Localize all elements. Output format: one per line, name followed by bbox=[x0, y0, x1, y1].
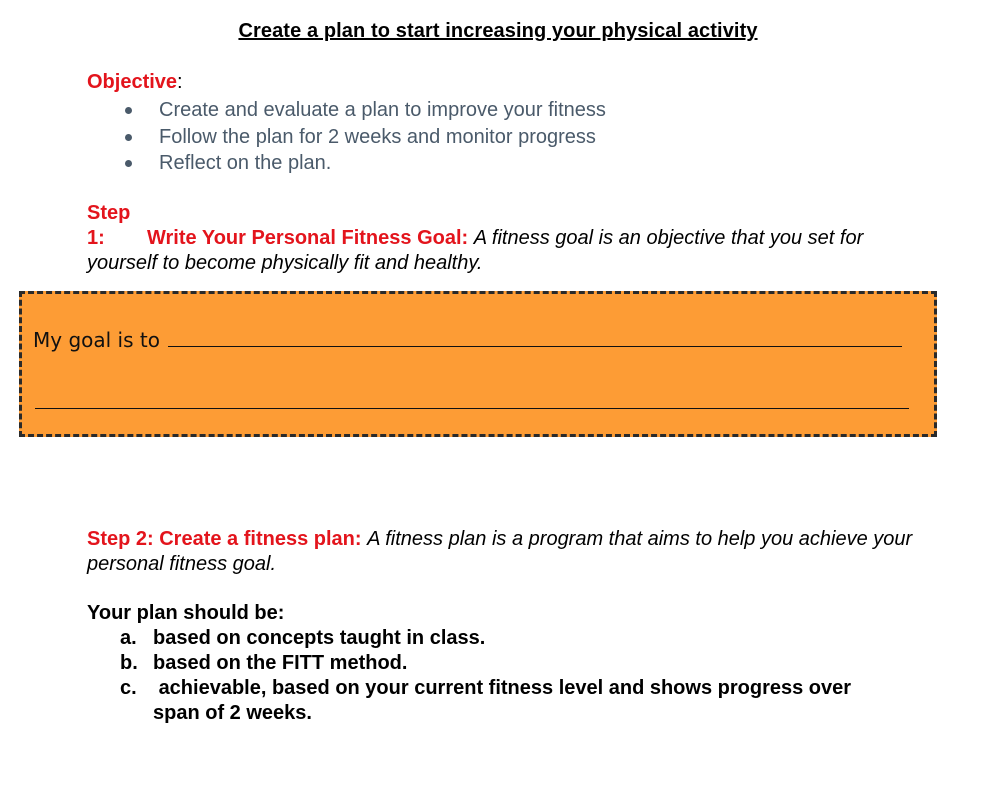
step2-heading: Step 2: Create a fitness plan: bbox=[87, 528, 362, 550]
plan-item bbox=[120, 626, 873, 651]
plan-item-text: achievable, based on your current fitness level and shows progress over span of 2 weeks. bbox=[153, 677, 857, 724]
goal-prompt: My goal is to bbox=[33, 328, 160, 352]
plan-list bbox=[120, 626, 873, 726]
plan-item-text: based on concepts taught in class. bbox=[153, 627, 486, 649]
bullet-icon bbox=[125, 134, 132, 141]
objective-item-text: Create and evaluate a plan to improve your fitness bbox=[159, 99, 606, 121]
step2-description: A fitness plan is a program that aims to help you achieve your personal fitness goal. bbox=[87, 528, 913, 575]
plan-item-letter: a. bbox=[120, 627, 137, 649]
plan-heading: Your plan should be: bbox=[87, 602, 285, 624]
plan-item bbox=[120, 676, 873, 726]
plan-item-letter: b. bbox=[120, 652, 138, 674]
objective-label: Objective bbox=[87, 71, 178, 93]
step1-heading: Write Your Personal Fitness Goal: bbox=[147, 227, 469, 249]
objective-item bbox=[124, 97, 606, 124]
plan-item bbox=[120, 651, 873, 676]
step1-description: A fitness goal is an objective that you set for yourself to become physically fit and healthy. bbox=[87, 227, 864, 274]
objective-heading bbox=[87, 71, 183, 94]
goal-box bbox=[19, 291, 937, 437]
objective-colon: : bbox=[177, 71, 183, 93]
objective-item-text: Reflect on the plan. bbox=[159, 152, 332, 174]
bullet-icon bbox=[125, 107, 132, 114]
objective-item-text: Follow the plan for 2 weeks and monitor progress bbox=[159, 125, 596, 148]
goal-blank-1[interactable] bbox=[168, 330, 902, 347]
objective-item bbox=[124, 124, 606, 151]
step1-section bbox=[87, 201, 917, 276]
plan-item-text: based on the FITT method. bbox=[153, 652, 408, 674]
goal-blank-2[interactable] bbox=[35, 392, 909, 409]
objective-list bbox=[124, 97, 606, 177]
step1-number: Step 1: bbox=[87, 202, 131, 249]
goal-line-1 bbox=[33, 328, 902, 352]
objective-item bbox=[124, 150, 606, 177]
step2-section bbox=[87, 527, 927, 577]
bullet-icon bbox=[125, 160, 132, 167]
plan-item-letter: c. bbox=[120, 677, 137, 699]
page-title: Create a plan to start increasing your physical activity bbox=[238, 20, 758, 42]
